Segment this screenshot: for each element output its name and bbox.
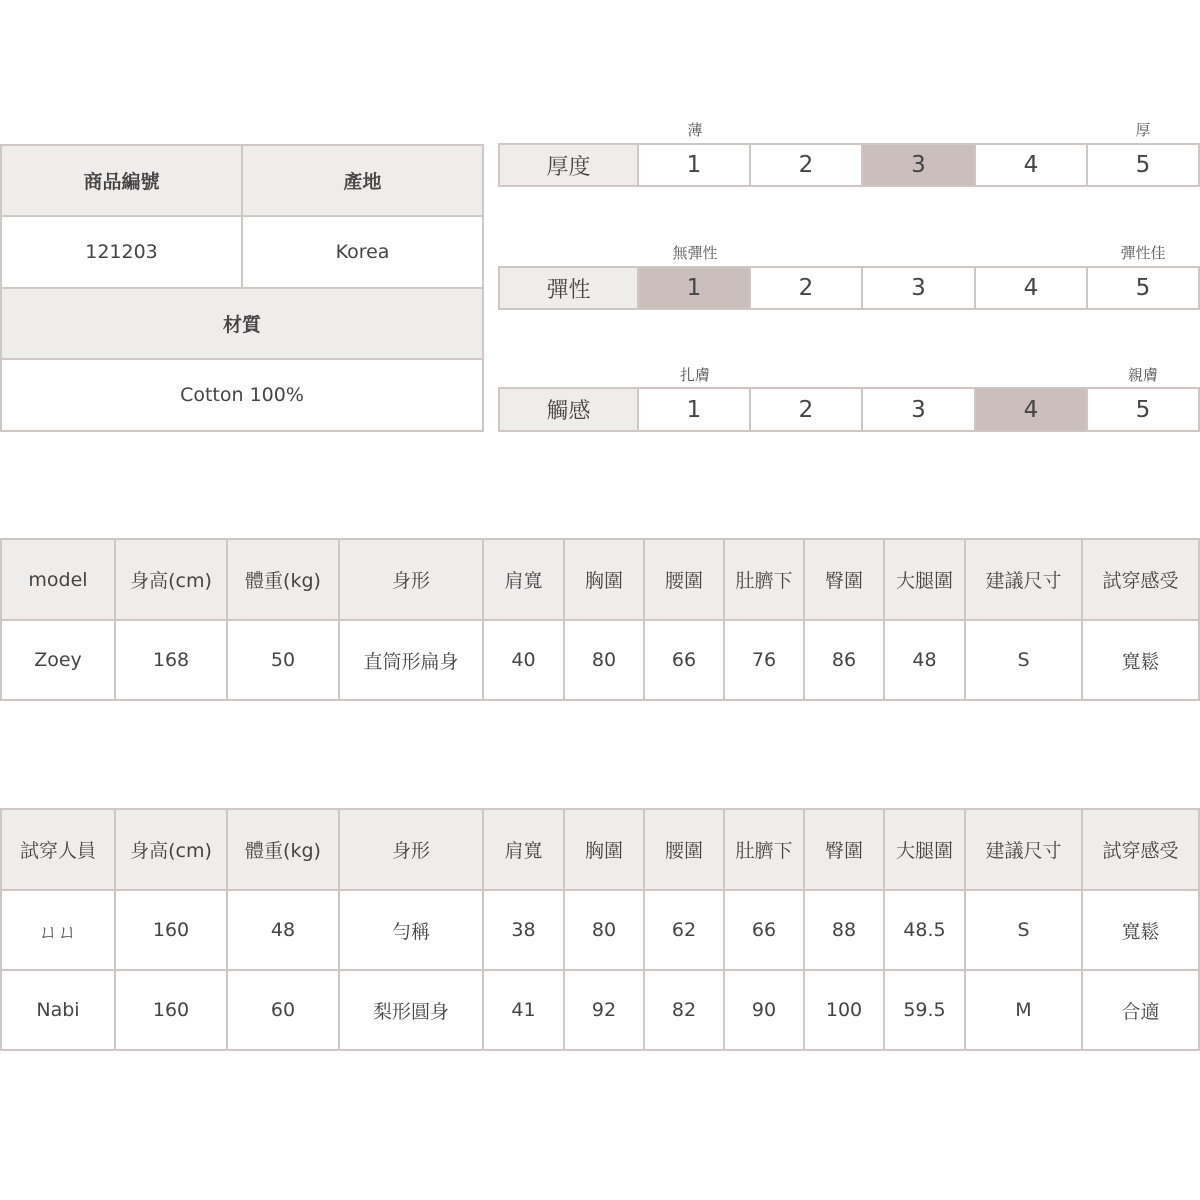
- scale-high-label: 彈性佳: [1120, 244, 1166, 262]
- scale-option: 3: [861, 266, 976, 310]
- table-cell: 86: [803, 619, 885, 701]
- scale-name: 彈性: [498, 266, 639, 310]
- table-cell: 76: [723, 619, 805, 701]
- table-cell: 62: [643, 889, 725, 971]
- scale-option: 2: [749, 143, 863, 187]
- table-header-cell: 試穿感受: [1081, 808, 1200, 891]
- table-cell: 48: [226, 889, 340, 971]
- table-header-cell: 腰圍: [643, 538, 725, 621]
- table-header-cell: 試穿感受: [1081, 538, 1200, 621]
- scale-low-label: 無彈性: [672, 244, 718, 262]
- table-header-cell: 胸圍: [563, 538, 645, 621]
- scale-high-label: 厚: [1135, 121, 1151, 139]
- table-header-cell: 腰圍: [643, 808, 725, 891]
- table-header-cell: 大腿圍: [883, 538, 966, 621]
- table-cell: 90: [723, 969, 805, 1051]
- table-header-cell: 臀圍: [803, 538, 885, 621]
- table-header-cell: 試穿人員: [0, 808, 116, 891]
- scale-option: 2: [749, 387, 863, 432]
- table-cell: 48.5: [883, 889, 966, 971]
- table-header-cell: 身高(cm): [114, 808, 228, 891]
- scale-option: 2: [749, 266, 863, 310]
- table-cell: 160: [114, 889, 228, 971]
- scale-option-selected: 3: [861, 143, 976, 187]
- table-header-cell: 建議尺寸: [964, 538, 1083, 621]
- table-cell: 梨形圓身: [338, 969, 484, 1051]
- table-cell: Nabi: [0, 969, 116, 1051]
- scale-option-selected: 1: [637, 266, 751, 310]
- scale-high-label: 親膚: [1127, 366, 1159, 384]
- scale-option: 5: [1086, 266, 1200, 310]
- table-header-cell: 體重(kg): [226, 808, 340, 891]
- table-cell: 50: [226, 619, 340, 701]
- table-cell: S: [964, 889, 1083, 971]
- table-cell: 48: [883, 619, 966, 701]
- table-header-cell: 身高(cm): [114, 538, 228, 621]
- scale-option-selected: 4: [974, 387, 1088, 432]
- table-cell: 80: [563, 619, 645, 701]
- scale-name: 觸感: [498, 387, 639, 432]
- product-code-header: 商品編號: [0, 144, 243, 217]
- scale-low-label: 扎膚: [679, 366, 711, 384]
- table-header-cell: 身形: [338, 538, 484, 621]
- scale-option: 5: [1086, 143, 1200, 187]
- table-header-cell: model: [0, 538, 116, 621]
- table-cell: 60: [226, 969, 340, 1051]
- scale-option: 1: [637, 143, 751, 187]
- table-cell: 66: [723, 889, 805, 971]
- table-cell: 41: [482, 969, 565, 1051]
- table-cell: 80: [563, 889, 645, 971]
- material-header: 材質: [0, 287, 484, 360]
- table-header-cell: 體重(kg): [226, 538, 340, 621]
- table-cell: 寬鬆: [1081, 889, 1200, 971]
- table-cell: 寬鬆: [1081, 619, 1200, 701]
- table-cell: 66: [643, 619, 725, 701]
- table-header-cell: 肩寬: [482, 808, 565, 891]
- table-header-cell: 身形: [338, 808, 484, 891]
- table-cell: 38: [482, 889, 565, 971]
- table-header-cell: 肚臍下: [723, 538, 805, 621]
- scale-option: 4: [974, 143, 1088, 187]
- material-value: Cotton 100%: [0, 358, 484, 432]
- table-cell: 160: [114, 969, 228, 1051]
- table-header-cell: 臀圍: [803, 808, 885, 891]
- table-header-cell: 肩寬: [482, 538, 565, 621]
- table-cell: 82: [643, 969, 725, 1051]
- scale-option: 3: [861, 387, 976, 432]
- table-cell: Zoey: [0, 619, 116, 701]
- table-cell: M: [964, 969, 1083, 1051]
- table-cell: 40: [482, 619, 565, 701]
- table-cell: 勻稱: [338, 889, 484, 971]
- scale-low-label: 薄: [687, 121, 703, 139]
- table-header-cell: 肚臍下: [723, 808, 805, 891]
- table-cell: 92: [563, 969, 645, 1051]
- table-cell: 合適: [1081, 969, 1200, 1051]
- table-header-cell: 大腿圍: [883, 808, 966, 891]
- scale-name: 厚度: [498, 143, 639, 187]
- scale-option: 1: [637, 387, 751, 432]
- table-cell: S: [964, 619, 1083, 701]
- table-cell: 168: [114, 619, 228, 701]
- table-cell: ㄩㄩ: [0, 889, 116, 971]
- origin-header: 產地: [241, 144, 484, 217]
- table-header-cell: 胸圍: [563, 808, 645, 891]
- table-cell: 88: [803, 889, 885, 971]
- origin-value: Korea: [241, 215, 484, 289]
- table-cell: 直筒形扁身: [338, 619, 484, 701]
- table-cell: 59.5: [883, 969, 966, 1051]
- scale-option: 5: [1086, 387, 1200, 432]
- product-code-value: 121203: [0, 215, 243, 289]
- scale-option: 4: [974, 266, 1088, 310]
- table-header-cell: 建議尺寸: [964, 808, 1083, 891]
- table-cell: 100: [803, 969, 885, 1051]
